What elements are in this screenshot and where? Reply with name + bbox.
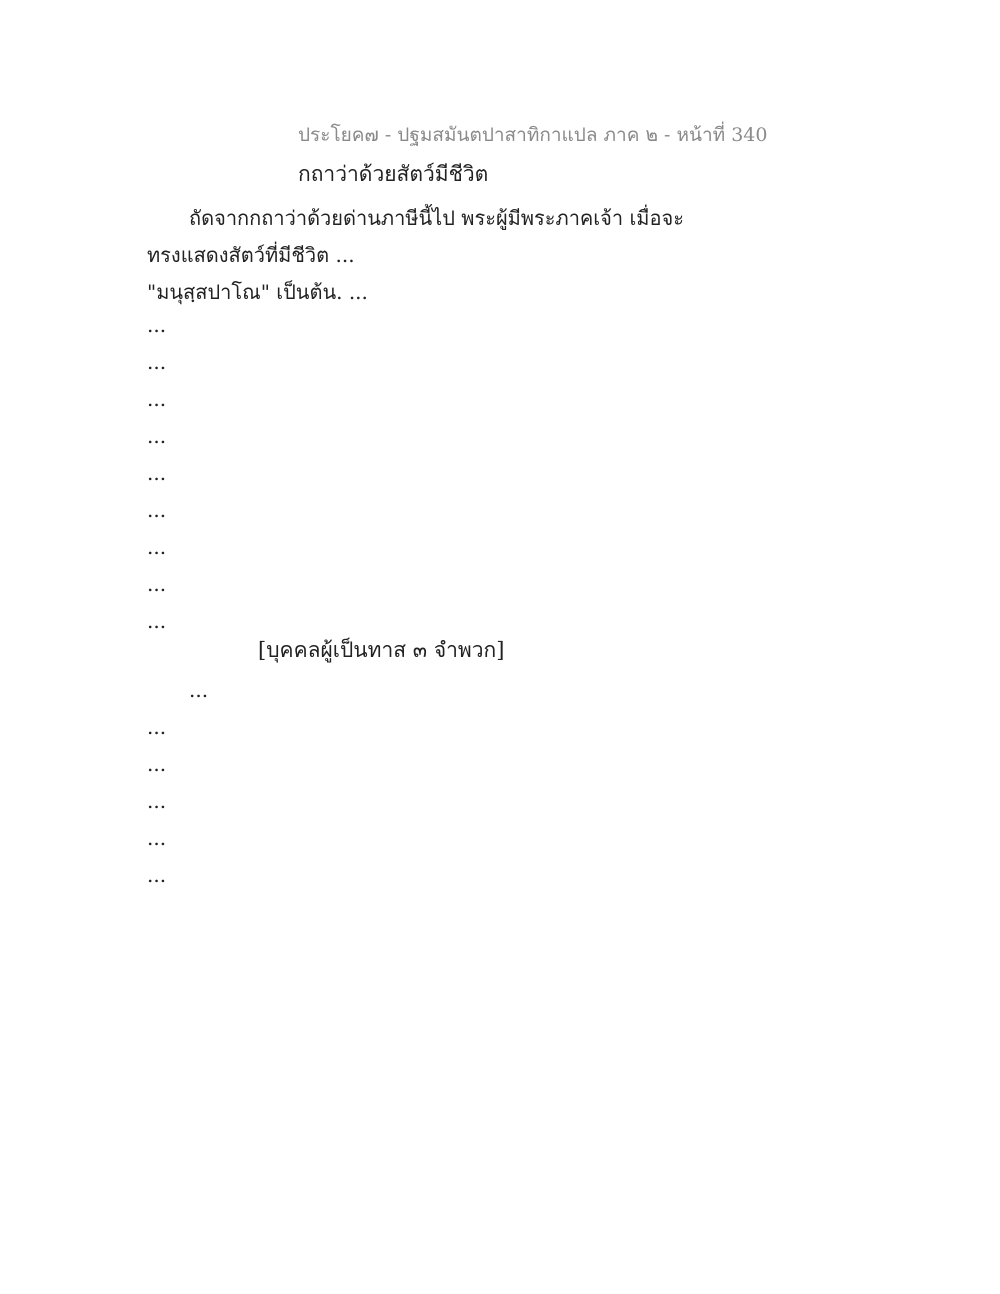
text-line: ...: [147, 715, 167, 739]
text-line: ถัดจากกถาว่าด้วยด่านภาษีนี้ไป พระผู้มีพระภาคเจ้า เมื่อจะ: [189, 206, 684, 230]
text-line: ...: [147, 535, 167, 559]
text-line: ...: [147, 424, 167, 448]
text-line: ...: [147, 498, 167, 522]
text-line: ...: [147, 350, 167, 374]
text-line: ...: [147, 826, 167, 850]
text-line: ...: [147, 461, 167, 485]
text-line: ...: [147, 387, 167, 411]
text-line: "มนุสฺสปาโณ" เป็นต้น. ...: [147, 280, 368, 304]
text-line: ทรงแสดงสัตว์ที่มีชีวิต ...: [147, 243, 355, 267]
paragraph-2: [147, 678, 712, 900]
section-heading-2: [บุคคลผู้เป็นทาส ๓ จำพวก]: [258, 638, 505, 662]
running-header: ประโยค๗ - ปฐมสมันตปาสาทิกาแปล ภาค ๒ - หน้าที่ 340: [298, 124, 768, 146]
paragraph-1: [147, 202, 712, 646]
text-line: ...: [147, 572, 167, 596]
text-line: ...: [147, 789, 167, 813]
text-line: ...: [147, 609, 167, 633]
text-line: ...: [189, 678, 209, 702]
text-line: ...: [147, 313, 167, 337]
text-line: ...: [147, 863, 167, 887]
text-line: ...: [147, 752, 167, 776]
section-heading-1: กถาว่าด้วยสัตว์มีชีวิต: [298, 162, 489, 186]
